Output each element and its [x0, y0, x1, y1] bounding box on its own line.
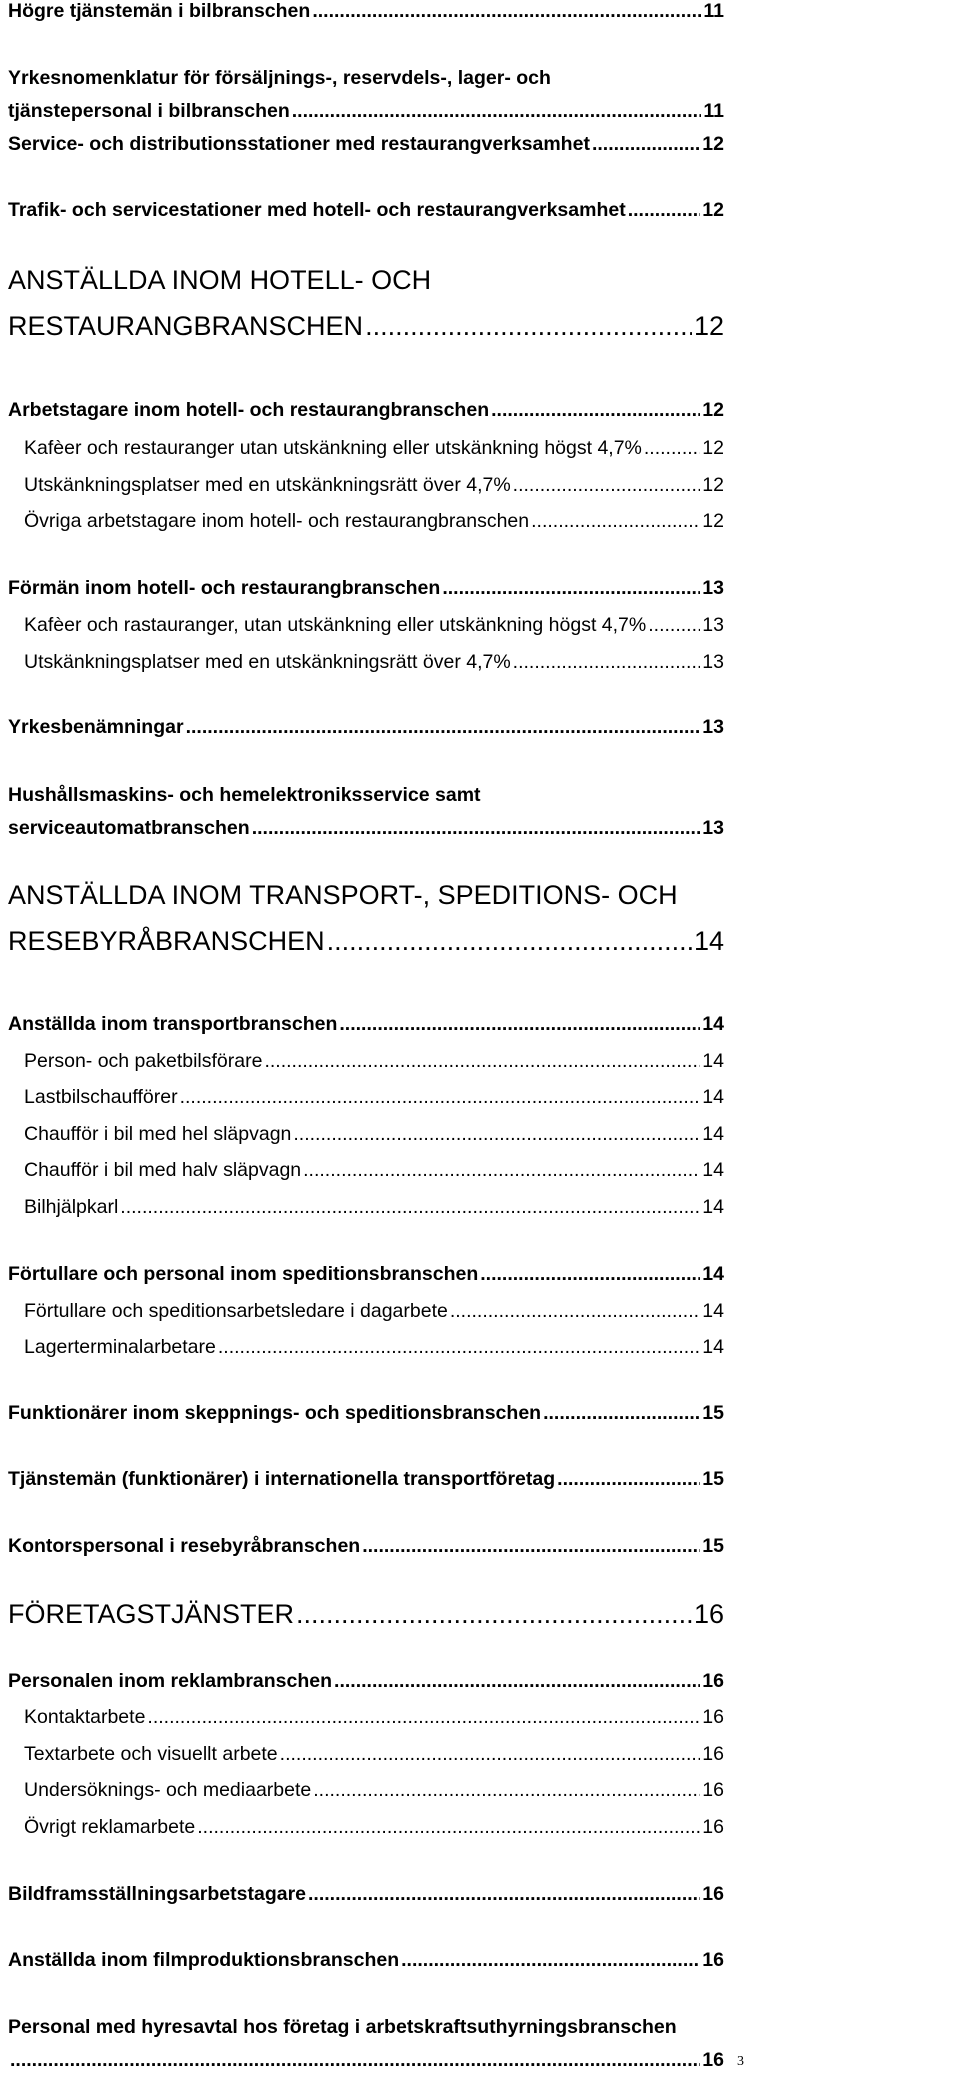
toc-page-number: 14	[702, 1263, 724, 1286]
toc-page-number: 12	[693, 310, 724, 341]
toc-page-number: 14	[702, 1195, 724, 1218]
toc-entry-title: Trafik- och servicestationer med hotell- och restaurangverksamhet	[8, 198, 626, 221]
toc-entry-title: Yrkesbenämningar	[8, 716, 184, 739]
toc-entry-title: Chaufför i bil med halv släpvagn	[24, 1159, 302, 1182]
dot-leader	[303, 1159, 700, 1182]
toc-entry[interactable]	[8, 67, 724, 133]
toc-entry[interactable]	[8, 133, 724, 166]
dot-leader	[327, 926, 692, 957]
toc-page-number: 12	[702, 510, 724, 533]
toc-entry[interactable]	[8, 265, 724, 357]
toc-entry-title: serviceautomatbranschen	[8, 816, 250, 839]
toc-entry-title: Kontaktarbete	[24, 1706, 146, 1729]
toc-entry-title: Chaufför i bil med hel släpvagn	[24, 1122, 292, 1145]
toc-page-number: 14	[702, 1336, 724, 1359]
dot-leader	[442, 577, 700, 600]
toc-page-number: 12	[702, 198, 724, 221]
toc-entry-title: Bilhjälpkarl	[24, 1195, 119, 1218]
dot-leader	[147, 1706, 700, 1729]
toc-entry-title: Kafèer och rastauranger, utan utskänkning eller utskänkning högst 4,7%	[24, 614, 647, 637]
dot-leader	[365, 311, 692, 342]
toc-entry[interactable]	[8, 1263, 724, 1296]
toc-entry-title: Personalen inom reklambranschen	[8, 1669, 333, 1692]
toc-entry-title: Utskänkningsplatser med en utskänkningsrätt över 4,7%	[24, 473, 511, 496]
toc-page-number: 13	[702, 650, 724, 673]
toc-page-number: 12	[702, 133, 724, 156]
dot-leader	[644, 437, 700, 460]
toc-page-number: 14	[702, 1159, 724, 1182]
toc-entry-title: Hushållsmaskins- och hemelektroniksservice samt	[8, 783, 481, 806]
toc-entry-title: Personal med hyresavtal hos företag i arbetskraftsuthyrningsbranschen	[8, 2016, 677, 2039]
dot-leader	[296, 1599, 692, 1630]
dot-leader	[592, 133, 700, 156]
dot-leader	[480, 1263, 700, 1286]
dot-leader	[513, 651, 701, 674]
toc-page-number: 13	[702, 614, 724, 637]
dot-leader	[313, 1779, 700, 1802]
toc-entry[interactable]	[8, 1402, 724, 1435]
page-number: 3	[737, 2054, 744, 2069]
toc-page-number: 12	[702, 473, 724, 496]
toc-entry-title: Förtullare och personal inom speditionsbranschen	[8, 1263, 479, 1286]
toc-entry[interactable]	[8, 1123, 724, 1156]
toc-entry-title: Anställda inom transportbranschen	[8, 1013, 338, 1036]
dot-leader	[280, 1743, 701, 1766]
toc-entry-title: Högre tjänstemän i bilbranschen	[8, 0, 311, 22]
toc-page-number: 11	[703, 0, 724, 22]
toc-page-number: 14	[702, 1049, 724, 1072]
toc-entry[interactable]	[8, 1779, 724, 1812]
toc-page-number: 14	[702, 1122, 724, 1145]
toc-entry-title: tjänstepersonal i bilbranschen	[8, 100, 290, 123]
toc-entry[interactable]	[8, 1196, 724, 1229]
toc-entry-title: Bildframsställningsarbetstagare	[8, 1883, 307, 1906]
toc-entry[interactable]	[8, 1336, 724, 1369]
toc-entry-title: Yrkesnomenklatur för försäljnings-, reservdels-, lager- och	[8, 67, 551, 90]
dot-leader	[120, 1196, 700, 1219]
dot-leader	[491, 399, 700, 422]
toc-entry-title: Lastbilschaufförer	[24, 1086, 178, 1109]
dot-leader	[339, 1013, 700, 1036]
toc-entry-title: Funktionärer inom skeppnings- och speditionsbranschen	[8, 1402, 542, 1425]
dot-leader	[308, 1883, 700, 1906]
toc-page-number: 13	[702, 716, 724, 739]
toc-entry-title: Övriga arbetstagare inom hotell- och restaurangbranschen	[24, 510, 530, 533]
toc-page-number: 13	[702, 577, 724, 600]
toc-entry[interactable]	[8, 1013, 724, 1046]
toc-page-number: 16	[702, 1669, 724, 1692]
toc-entry[interactable]	[8, 1670, 724, 1703]
toc-entry-title: Tjänstemän (funktionärer) i internationella transportföretag	[8, 1467, 556, 1490]
toc-page-number: 11	[703, 100, 724, 123]
toc-entry-title: Kafèer och restauranger utan utskänkning eller utskänkning högst 4,7%	[24, 437, 642, 460]
toc-page-number: 14	[702, 1299, 724, 1322]
toc-page-number: 13	[702, 816, 724, 839]
dot-leader	[218, 1336, 700, 1359]
toc-entry-title: Förtullare och speditionsarbetsledare i dagarbete	[24, 1299, 448, 1322]
toc-entry[interactable]	[8, 784, 724, 850]
dot-leader	[252, 817, 701, 840]
dot-leader	[362, 1535, 700, 1558]
toc-page-number: 15	[702, 1535, 724, 1558]
toc-entry-title: RESEBYRÅBRANSCHEN	[8, 926, 325, 957]
dot-leader	[180, 1086, 701, 1109]
dot-leader	[543, 1402, 700, 1425]
toc-entry[interactable]	[8, 1949, 724, 1982]
dot-leader	[628, 199, 701, 222]
dot-leader	[10, 2049, 700, 2072]
toc-entry[interactable]	[8, 510, 724, 543]
toc-entry[interactable]	[8, 1468, 724, 1501]
toc-entry[interactable]	[8, 1816, 724, 1849]
toc-entry-title: Textarbete och visuellt arbete	[24, 1742, 278, 1765]
toc-entry[interactable]	[8, 0, 724, 33]
toc-page-number: 12	[702, 399, 724, 422]
toc-page-number: 16	[702, 1742, 724, 1765]
toc-entry[interactable]	[8, 1883, 724, 1916]
toc-entry-title: Förmän inom hotell- och restaurangbranschen	[8, 577, 441, 600]
toc-entry[interactable]	[8, 1743, 724, 1776]
toc-entry-title: Service- och distributionsstationer med restaurangverksamhet	[8, 133, 590, 156]
toc-page-number: 16	[702, 1948, 724, 1971]
toc-page-number: 15	[702, 1402, 724, 1425]
toc-page-number: 12	[702, 437, 724, 460]
toc-entry-title: RESTAURANGBRANSCHEN	[8, 310, 364, 341]
toc-page-number: 16	[693, 1599, 724, 1630]
toc-page-number: 14	[702, 1086, 724, 1109]
toc-entry[interactable]	[8, 437, 724, 470]
toc-entry-title: FÖRETAGSTJÄNSTER	[8, 1599, 295, 1630]
toc-page-number: 16	[702, 1883, 724, 1906]
toc-entry[interactable]	[8, 199, 724, 232]
toc-entry[interactable]	[8, 1050, 724, 1083]
dot-leader	[197, 1816, 700, 1839]
dot-leader	[293, 1123, 700, 1146]
toc-page-number: 16	[702, 1706, 724, 1729]
toc-entry[interactable]	[8, 1086, 724, 1119]
toc-entry[interactable]	[8, 577, 724, 610]
toc-entry[interactable]	[8, 1159, 724, 1192]
dot-leader	[531, 510, 700, 533]
dot-leader	[557, 1468, 700, 1491]
dot-leader	[264, 1050, 700, 1073]
toc-entry-title: Kontorspersonal i resebyråbranschen	[8, 1535, 361, 1558]
toc-page-number: 14	[702, 1013, 724, 1036]
toc-entry-title: Arbetstagare inom hotell- och restaurangbranschen	[8, 399, 490, 422]
toc-page-number: 15	[702, 1467, 724, 1490]
toc-page-number: 16	[702, 1815, 724, 1838]
toc-entry-title: Person- och paketbilsförare	[24, 1049, 263, 1072]
toc-page-number: 16	[702, 1779, 724, 1802]
dot-leader	[334, 1670, 700, 1693]
dot-leader	[450, 1300, 700, 1323]
toc-entry[interactable]	[8, 716, 724, 749]
toc-page-number: 14	[693, 926, 724, 957]
toc-entry-title: Anställda inom filmproduktionsbranschen	[8, 1948, 400, 1971]
toc-entry-title: Lagerterminalarbetare	[24, 1336, 216, 1359]
dot-leader	[648, 614, 700, 637]
toc-entry-title: ANSTÄLLDA INOM TRANSPORT-, SPEDITIONS- OCH	[8, 880, 678, 911]
toc-entry[interactable]	[8, 1706, 724, 1739]
toc-entry-title: Utskänkningsplatser med en utskänkningsrätt över 4,7%	[24, 650, 511, 673]
toc-entry-title: ANSTÄLLDA INOM HOTELL- OCH	[8, 264, 432, 295]
toc-entry[interactable]	[8, 2016, 724, 2082]
toc-entry[interactable]	[8, 614, 724, 647]
dot-leader	[312, 0, 701, 23]
toc-entry[interactable]	[8, 880, 724, 972]
toc-entry[interactable]	[8, 651, 724, 684]
toc-page-number: 16	[702, 2049, 724, 2072]
dot-leader	[186, 716, 701, 739]
toc-entry[interactable]	[8, 399, 724, 432]
toc-entry[interactable]	[8, 474, 724, 507]
toc-entry[interactable]	[8, 1535, 724, 1568]
dot-leader	[401, 1949, 700, 1972]
dot-leader	[292, 100, 702, 123]
toc-entry[interactable]	[8, 1300, 724, 1333]
toc-entry-title: Övrigt reklamarbete	[24, 1815, 196, 1838]
dot-leader	[513, 474, 701, 497]
toc-entry-title: Undersöknings- och mediaarbete	[24, 1779, 312, 1802]
toc-entry[interactable]	[8, 1599, 724, 1645]
